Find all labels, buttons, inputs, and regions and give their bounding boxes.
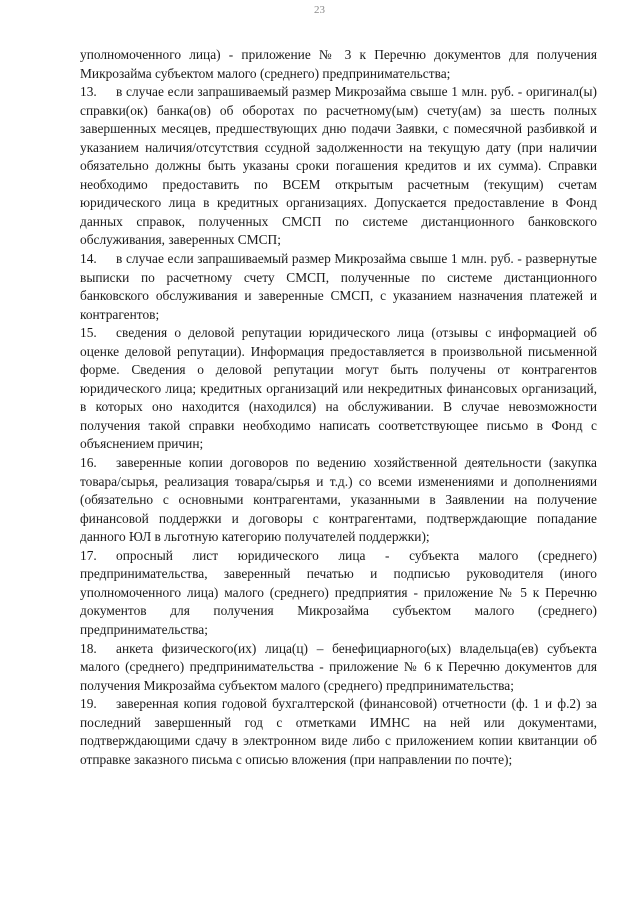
item-text: в случае если запрашиваемый размер Микрозайма свыше 1 млн. руб. - оригинал(ы) справки(ок) банка(ов) об оборотах по расчетному(ым) счету(ам) за шесть полных завершенных месяцев, предшествующих дню подачи Заявки, с помесячной разбивкой и указанием наличия/отсутствия ссудной задолженности на текущую дату (при наличии обязательно должны быть указаны сроки погашения кредитов и их сумма). Справки необходимо предоставить по ВСЕМ открытым расчетным (текущим) счетам юридического лица в кредитных организациях. Допускается предоставление в Фонд данных справок, полученных СМСП по системе дистанционного банковского обслуживания, заверенных СМСП; [80, 84, 597, 248]
item-text: сведения о деловой репутации юридического лица (отзывы с информацией об оценке деловой репутации). Информация предоставляется в произвольной письменной форме. Сведения о деловой репутации могут быть получены от контрагентов юридического лица; кредитных организаций или некредитных финансовых организаций, в которых оно находится (находился) на обслуживании. В случае невозможности получения такой справки необходимо написать соответствующее письмо в Фонд с объяснением причин; [80, 325, 597, 452]
item-text: в случае если запрашиваемый размер Микрозайма свыше 1 млн. руб. - развернутые выписки по расчетному счету СМСП, полученные по системе дистанционного банковского обслуживания и заверенные СМСП, с указанием назначения платежей и контрагентов; [80, 251, 597, 322]
list-item-13 [80, 83, 597, 250]
item-text: анкета физического(их) лица(ц) – бенефициарного(ых) владельца(ев) субъекта малого (среднего) предпринимательства - приложение № 6 к Перечню документов для получения Микрозайма субъектом малого (среднего) предпринимательства; [80, 640, 597, 693]
document-body [80, 46, 597, 769]
item-number: 18. [80, 640, 97, 656]
item-number: 19. [80, 696, 97, 712]
item-number: 16. [80, 455, 97, 471]
item-number: 15. [80, 325, 97, 341]
item-number: 14. [80, 251, 97, 267]
item-text: опросный лист юридического лица - субъекта малого (среднего) предпринимательства, заверенный печатью и подписью руководителя (иного уполномоченного лица) малого (среднего) предприятия - приложение № 5 к Перечню документов для получения Микрозайма субъектом малого (среднего) предпринимательства; [80, 547, 597, 637]
list-item-14 [80, 250, 597, 324]
list-item-18 [80, 640, 597, 696]
list-item-15 [80, 324, 597, 454]
item-text: заверенные копии договоров по ведению хозяйственной деятельности (закупка товара/сырья, реализация товара/сырья и т.д.) со всеми изменениями и дополнениями (обязательно с основными контрагентами, указанными в Заявлении на получение финансовой поддержки и договоры с контрагентами, подтверждающие попадание данного ЮЛ в льготную категорию получателей поддержки); [80, 455, 597, 545]
item-text: заверенная копия годовой бухгалтерской (финансовой) отчетности (ф. 1 и ф.2) за последний завершенный год с отметками ИМНС на ней или документами, подтверждающими сдачу в электронном виде либо с приложением копии квитанции об отправке заказного письма с описью вложения (при направлении по почте); [80, 696, 597, 767]
item-number: 17. [80, 547, 97, 563]
page-number: 23 [314, 4, 325, 16]
list-item-19 [80, 695, 597, 769]
list-item-17 [80, 547, 597, 640]
item-number: 13. [80, 84, 97, 100]
list-item-16 [80, 454, 597, 547]
intro-paragraph: уполномоченного лица) - приложение № 3 к Перечню документов для получения Микрозайма субъектом малого (среднего) предпринимательства; [80, 47, 597, 81]
